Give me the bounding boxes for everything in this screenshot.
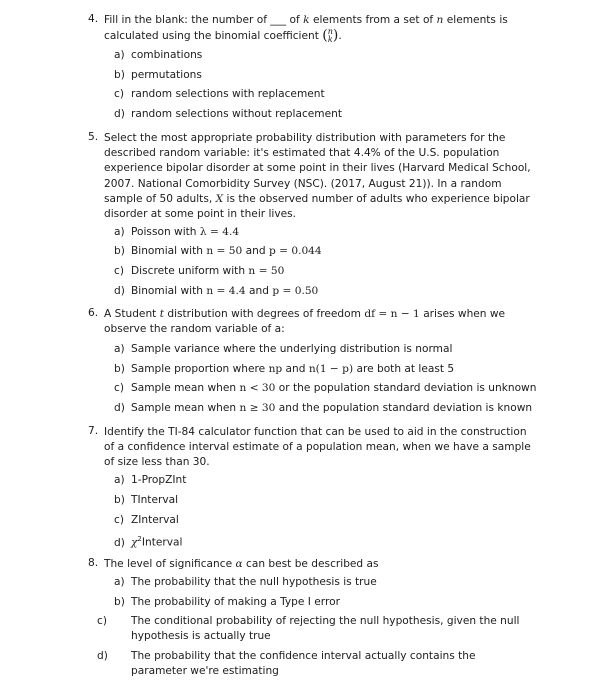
question-stem: Identify the TI-84 calculator function that can be used to aid in the construction of a confidence interval estimate of a population mean, when we have a sample of size less than 30. (104, 426, 531, 469)
option-c[interactable]: c) ZInterval (114, 514, 179, 526)
math-n: n (436, 14, 444, 26)
option-d[interactable]: d) $\chi^2Interval$ (114, 535, 183, 549)
question-number: 5. (88, 131, 99, 143)
math-X: X (215, 192, 224, 205)
option-c[interactable]: c) Discrete uniform with n = 50 (114, 265, 285, 277)
option-b[interactable]: b) Sample proportion where np and n(1 − p) are both at least 5 (114, 363, 455, 375)
option-d[interactable]: d) Sample mean when n ≥ 30 and the population standard deviation is known (114, 402, 533, 414)
option-a[interactable]: a) combinations (114, 49, 203, 61)
question-stem: Select the most appropriate probability distribution with parameters for the described random variable: it's estimated that 4.4% of the U.S. population experience bipolar disorder at some point in their lives (Harvard Medical School, 2007. National Comorbidity Survey (NSC). (2017, August 21)). In a random sample of 50 adults, X is the observed number of adults who experience bipolar disorder at some point in their lives. (104, 132, 531, 221)
math-t: t (159, 308, 164, 320)
question-number: 8. (88, 557, 99, 569)
binomial-coefficient: (n k) (322, 27, 339, 45)
option-d[interactable]: d) The probability that the confidence interval actually contains the parameter we're estimating (97, 650, 476, 677)
question-stem: The level of significance α can best be described as (104, 558, 379, 570)
option-c[interactable]: c) Sample mean when n < 30 or the population standard deviation is unknown (114, 382, 537, 394)
question-number: 7. (88, 425, 99, 437)
option-b[interactable]: b) The probability of making a Type I error (114, 596, 340, 608)
option-a[interactable]: a) 1-PropZInt (114, 474, 187, 486)
option-a[interactable]: a) Sample variance where the underlying distribution is normal (114, 343, 453, 355)
option-b[interactable]: b) TInterval (114, 494, 179, 506)
question-stem: A Student t distribution with degrees of freedom df = n − 1 arises when we observe the random variable of a: (104, 308, 506, 336)
option-b[interactable]: b) Binomial with n = 50 and p = 0.044 (114, 245, 322, 257)
option-c[interactable]: c) The conditional probability of rejecting the null hypothesis, given the null hypothesis is actually true (97, 615, 520, 642)
option-d[interactable]: d) random selections without replacement (114, 108, 342, 120)
option-a[interactable]: a) Poisson with λ = 4.4 (114, 226, 240, 238)
question-number: 6. (88, 307, 99, 319)
question-stem: Fill in the blank: the number of ___ of k elements from a set of n elements is calculated using the binomial coefficient (n k). (104, 14, 508, 45)
option-c[interactable]: c) random selections with replacement (114, 88, 325, 100)
option-d[interactable]: d) Binomial with n = 4.4 and p = 0.50 (114, 285, 319, 297)
option-b[interactable]: b) permutations (114, 69, 202, 81)
math-alpha: α (235, 558, 243, 570)
question-number: 4. (88, 13, 99, 25)
math-k: k (303, 14, 310, 26)
option-a[interactable]: a) The probability that the null hypothesis is true (114, 576, 377, 588)
